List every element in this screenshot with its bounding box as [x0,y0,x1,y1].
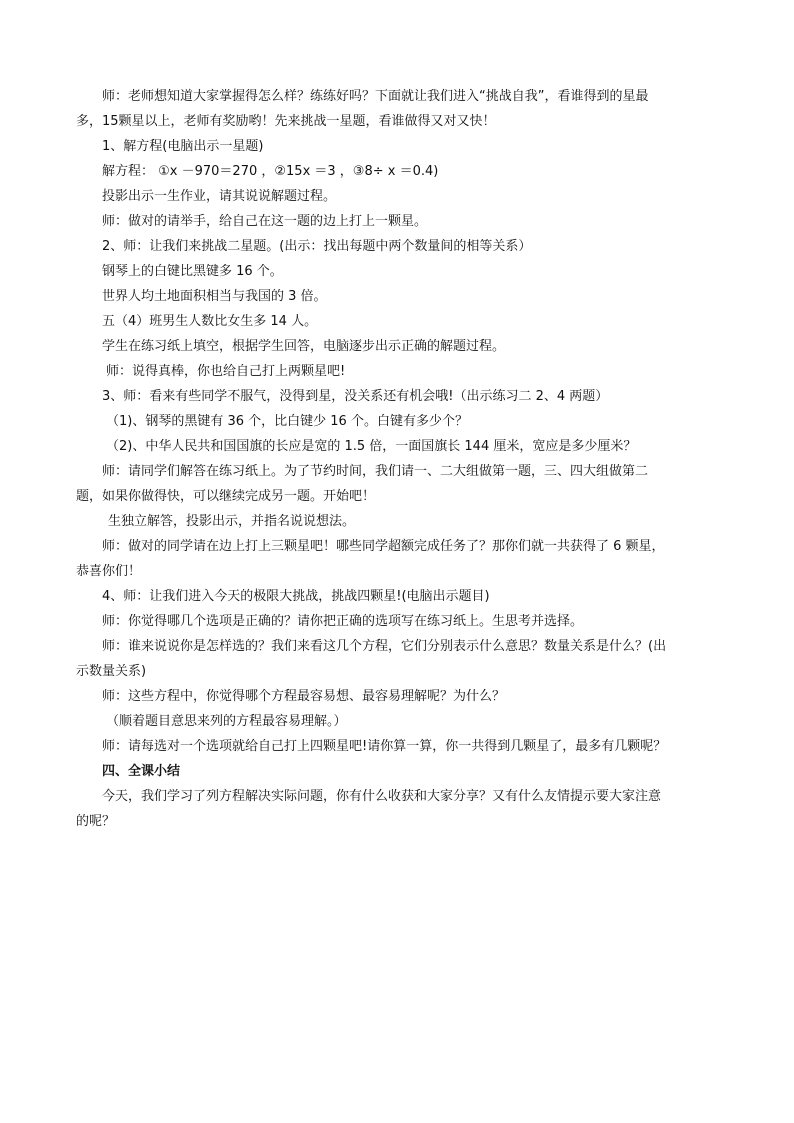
paragraph-line: 3、师：看来有些同学不服气，没得到星，没关系还有机会哦!（出示练习二 2、4 两题） [102,389,609,404]
paragraph-line: 题，如果你做得快，可以继续完成另一题。开始吧！ [76,489,376,504]
paragraph-line: 世界人均土地面积相当与我国的 3 倍。 [102,289,327,304]
paragraph-line: 的呢？ [76,814,116,829]
paragraph-line: 师：说得真棒，你也给自己打上两颗星吧! [106,364,346,379]
paragraph-line: 2、师：让我们来挑战二星题。(出示：找出每题中两个数量间的相等关系） [102,239,532,254]
paragraph-line: 五（4）班男生人数比女生多 14 人。 [102,314,318,329]
paragraph-line: 师：这些方程中，你觉得哪个方程最容易想、最容易理解呢？为什么？ [102,689,506,704]
paragraph-line: 1、解方程(电脑出示一星题) [102,139,264,154]
paragraph-line: （顺着题目意思来列的方程最容易理解。） [106,714,347,729]
paragraph-line: 师：谁来说说你是怎样选的？我们来看这几个方程，它们分别表示什么意思？数量关系是什么？(出 [102,639,667,654]
paragraph-line: 4、师：让我们进入今天的极限大挑战，挑战四颗星!(电脑出示题目) [102,589,490,604]
paragraph-line: 师：你觉得哪几个选项是正确的？请你把正确的选项写在练习纸上。生思考并选择。 [102,614,584,629]
paragraph-line: 钢琴上的白键比黑键多 16 个。 [102,264,283,279]
document-body [76,84,721,834]
paragraph-line: （2)、中华人民共和国国旗的长应是宽的 1.5 倍，一面国旗长 144 厘米，宽应是多少厘米？ [106,439,637,454]
paragraph-line: 解方程： ①x －970＝270 ，②15x ＝3 ，③8÷ x ＝0.4) [102,164,439,179]
paragraph-line: 恭喜你们！ [76,564,142,579]
paragraph-line: 投影出示一生作业，请其说说解题过程。 [102,189,337,204]
paragraph-line: 今天，我们学习了列方程解决实际问题，你有什么收获和大家分享？又有什么友情提示要大家注意 [102,789,662,804]
paragraph-line: 师：做对的请举手，给自己在这一题的边上打上一颗星。 [102,214,428,229]
paragraph-line: 师：做对的同学请在边上打上三颗星吧！哪些同学超额完成任务了？那你们就一共获得了 6 颗星， [102,539,665,554]
paragraph-line: 多，15颗星以上，老师有奖励哟！先来挑战一星题，看谁做得又对又快！ [76,114,496,129]
paragraph-line: 师：请每选对一个选项就给自己打上四颗星吧!请你算一算，你一共得到几颗星了，最多有几颗呢？ [102,739,667,754]
paragraph-line: 师：老师想知道大家掌握得怎么样？练练好吗？下面就让我们进入“挑战自我”，看谁得到的星最 [102,89,649,104]
section-heading: 四、全课小结 [102,764,181,779]
paragraph-line: 示数量关系) [76,664,147,679]
paragraph-line: 生独立解答，投影出示，并指名说说想法。 [108,514,356,529]
paragraph-line: 师：请同学们解答在练习纸上。为了节约时间，我们请一、二大组做第一题，三、四大组做第二 [102,464,649,479]
paragraph-line: 学生在练习纸上填空，根据学生回答，电脑逐步出示正确的解题过程。 [102,339,506,354]
paragraph-line: （1)、钢琴的黑键有 36 个，比白键少 16 个。白键有多少个？ [106,414,468,429]
